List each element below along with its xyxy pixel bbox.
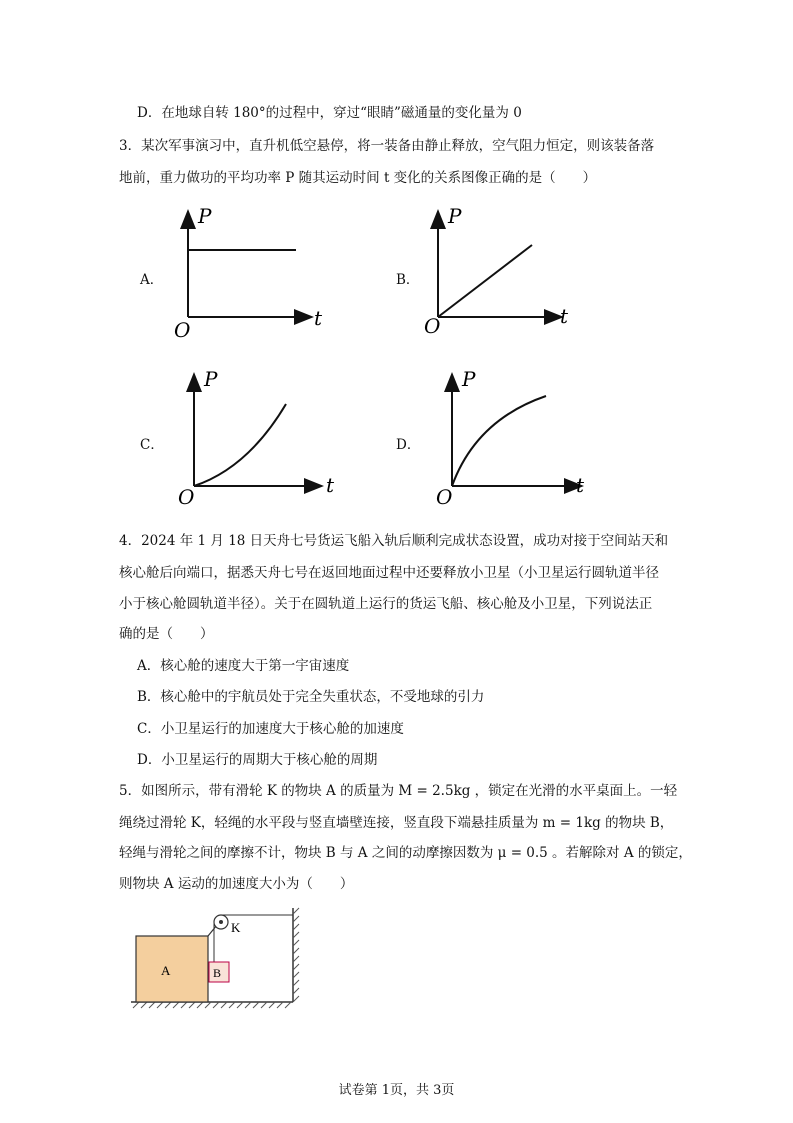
q4-stem-line4: 确的是（ ） — [119, 626, 214, 642]
q3-graph-c-label: C． — [140, 437, 164, 453]
q3-stem-line2: 地前，重力做功的平均功率 P 随其运动时间 t 变化的关系图像正确的是（ ） — [119, 170, 597, 186]
q3-graph-d-label: D． — [396, 437, 421, 453]
block-b-label: B — [213, 966, 222, 980]
axis-label-t: t — [314, 306, 323, 330]
q2-option-d: D．在地球自转 180°的过程中，穿过“眼睛”磁通量的变化量为 0 — [137, 105, 522, 121]
q4-stem-line1: 4．2024 年 1 月 18 日天舟七号货运飞船入轨后顺利完成状态设置，成功对接于空间站天和 — [119, 533, 669, 549]
axis-label-p: P — [448, 205, 462, 228]
q4-option-d: D．小卫星运行的周期大于核心舱的周期 — [137, 752, 378, 768]
axis-label-t: t — [576, 473, 585, 497]
origin-label: O — [178, 485, 195, 508]
block-a — [136, 936, 208, 1002]
block-a-label: A — [161, 963, 171, 978]
axis-label-t: t — [326, 473, 335, 497]
wall-hatch — [293, 908, 299, 1002]
q5-figure — [125, 902, 315, 1020]
pulley-axle — [219, 920, 223, 924]
q4-option-c: C．小卫星运行的加速度大于核心舱的加速度 — [137, 721, 404, 737]
pulley-label: K — [231, 920, 241, 935]
origin-label: O — [436, 485, 453, 508]
q3-graph-b — [420, 205, 590, 345]
q4-option-b: B．核心舱中的宇航员处于完全失重状态，不受地球的引力 — [137, 689, 485, 705]
q3-graph-b-label: B． — [396, 272, 420, 288]
q5-stem-line3: 轻绳与滑轮之间的摩擦不计，物块 B 与 A 之间的动摩擦因数为 μ = 0.5 。若解除对 A 的锁定， — [119, 845, 692, 861]
q5-stem-line2: 绳绕过滑轮 K，轻绳的水平段与竖直墙壁连接，竖直段下端悬挂质量为 m = 1kg 的物块 B， — [119, 815, 674, 831]
page-footer: 试卷第 1页，共 3页 — [338, 1083, 455, 1098]
q3-graph-a — [170, 205, 340, 345]
q4-option-a: A．核心舱的速度大于第一宇宙速度 — [137, 658, 350, 674]
axis-label-p: P — [462, 368, 476, 391]
q3-stem-line1: 3．某次军事演习中，直升机低空悬停，将一装备由静止释放，空气阻力恒定，则该装备落 — [119, 138, 655, 154]
curve-concave-down — [452, 396, 546, 486]
q4-stem-line2: 核心舱后向端口，据悉天舟七号在返回地面过程中还要释放小卫星（小卫星运行圆轨道半径 — [119, 565, 659, 581]
q5-stem-line4: 则物块 A 运动的加速度大小为（ ） — [119, 876, 354, 892]
curve-linear — [438, 245, 532, 317]
origin-label: O — [174, 318, 191, 342]
ground-hatch — [133, 1002, 291, 1008]
axis-label-p: P — [204, 368, 218, 391]
q4-stem-line3: 小于核心舱圆轨道半径）。关于在圆轨道上运行的货运飞船、核心舱及小卫星，下列说法正 — [119, 596, 653, 612]
curve-concave-up — [194, 404, 286, 486]
axis-label-p: P — [198, 205, 212, 228]
q5-stem-line1: 5．如图所示，带有滑轮 K 的物块 A 的质量为 M = 2.5kg ，锁定在光滑的水平桌面上。一轻 — [119, 783, 678, 799]
origin-label: O — [424, 314, 441, 338]
q3-graph-a-label: A． — [140, 272, 164, 288]
axis-label-t: t — [560, 304, 569, 328]
q3-graph-c — [176, 368, 346, 508]
q3-graph-d — [434, 368, 604, 508]
